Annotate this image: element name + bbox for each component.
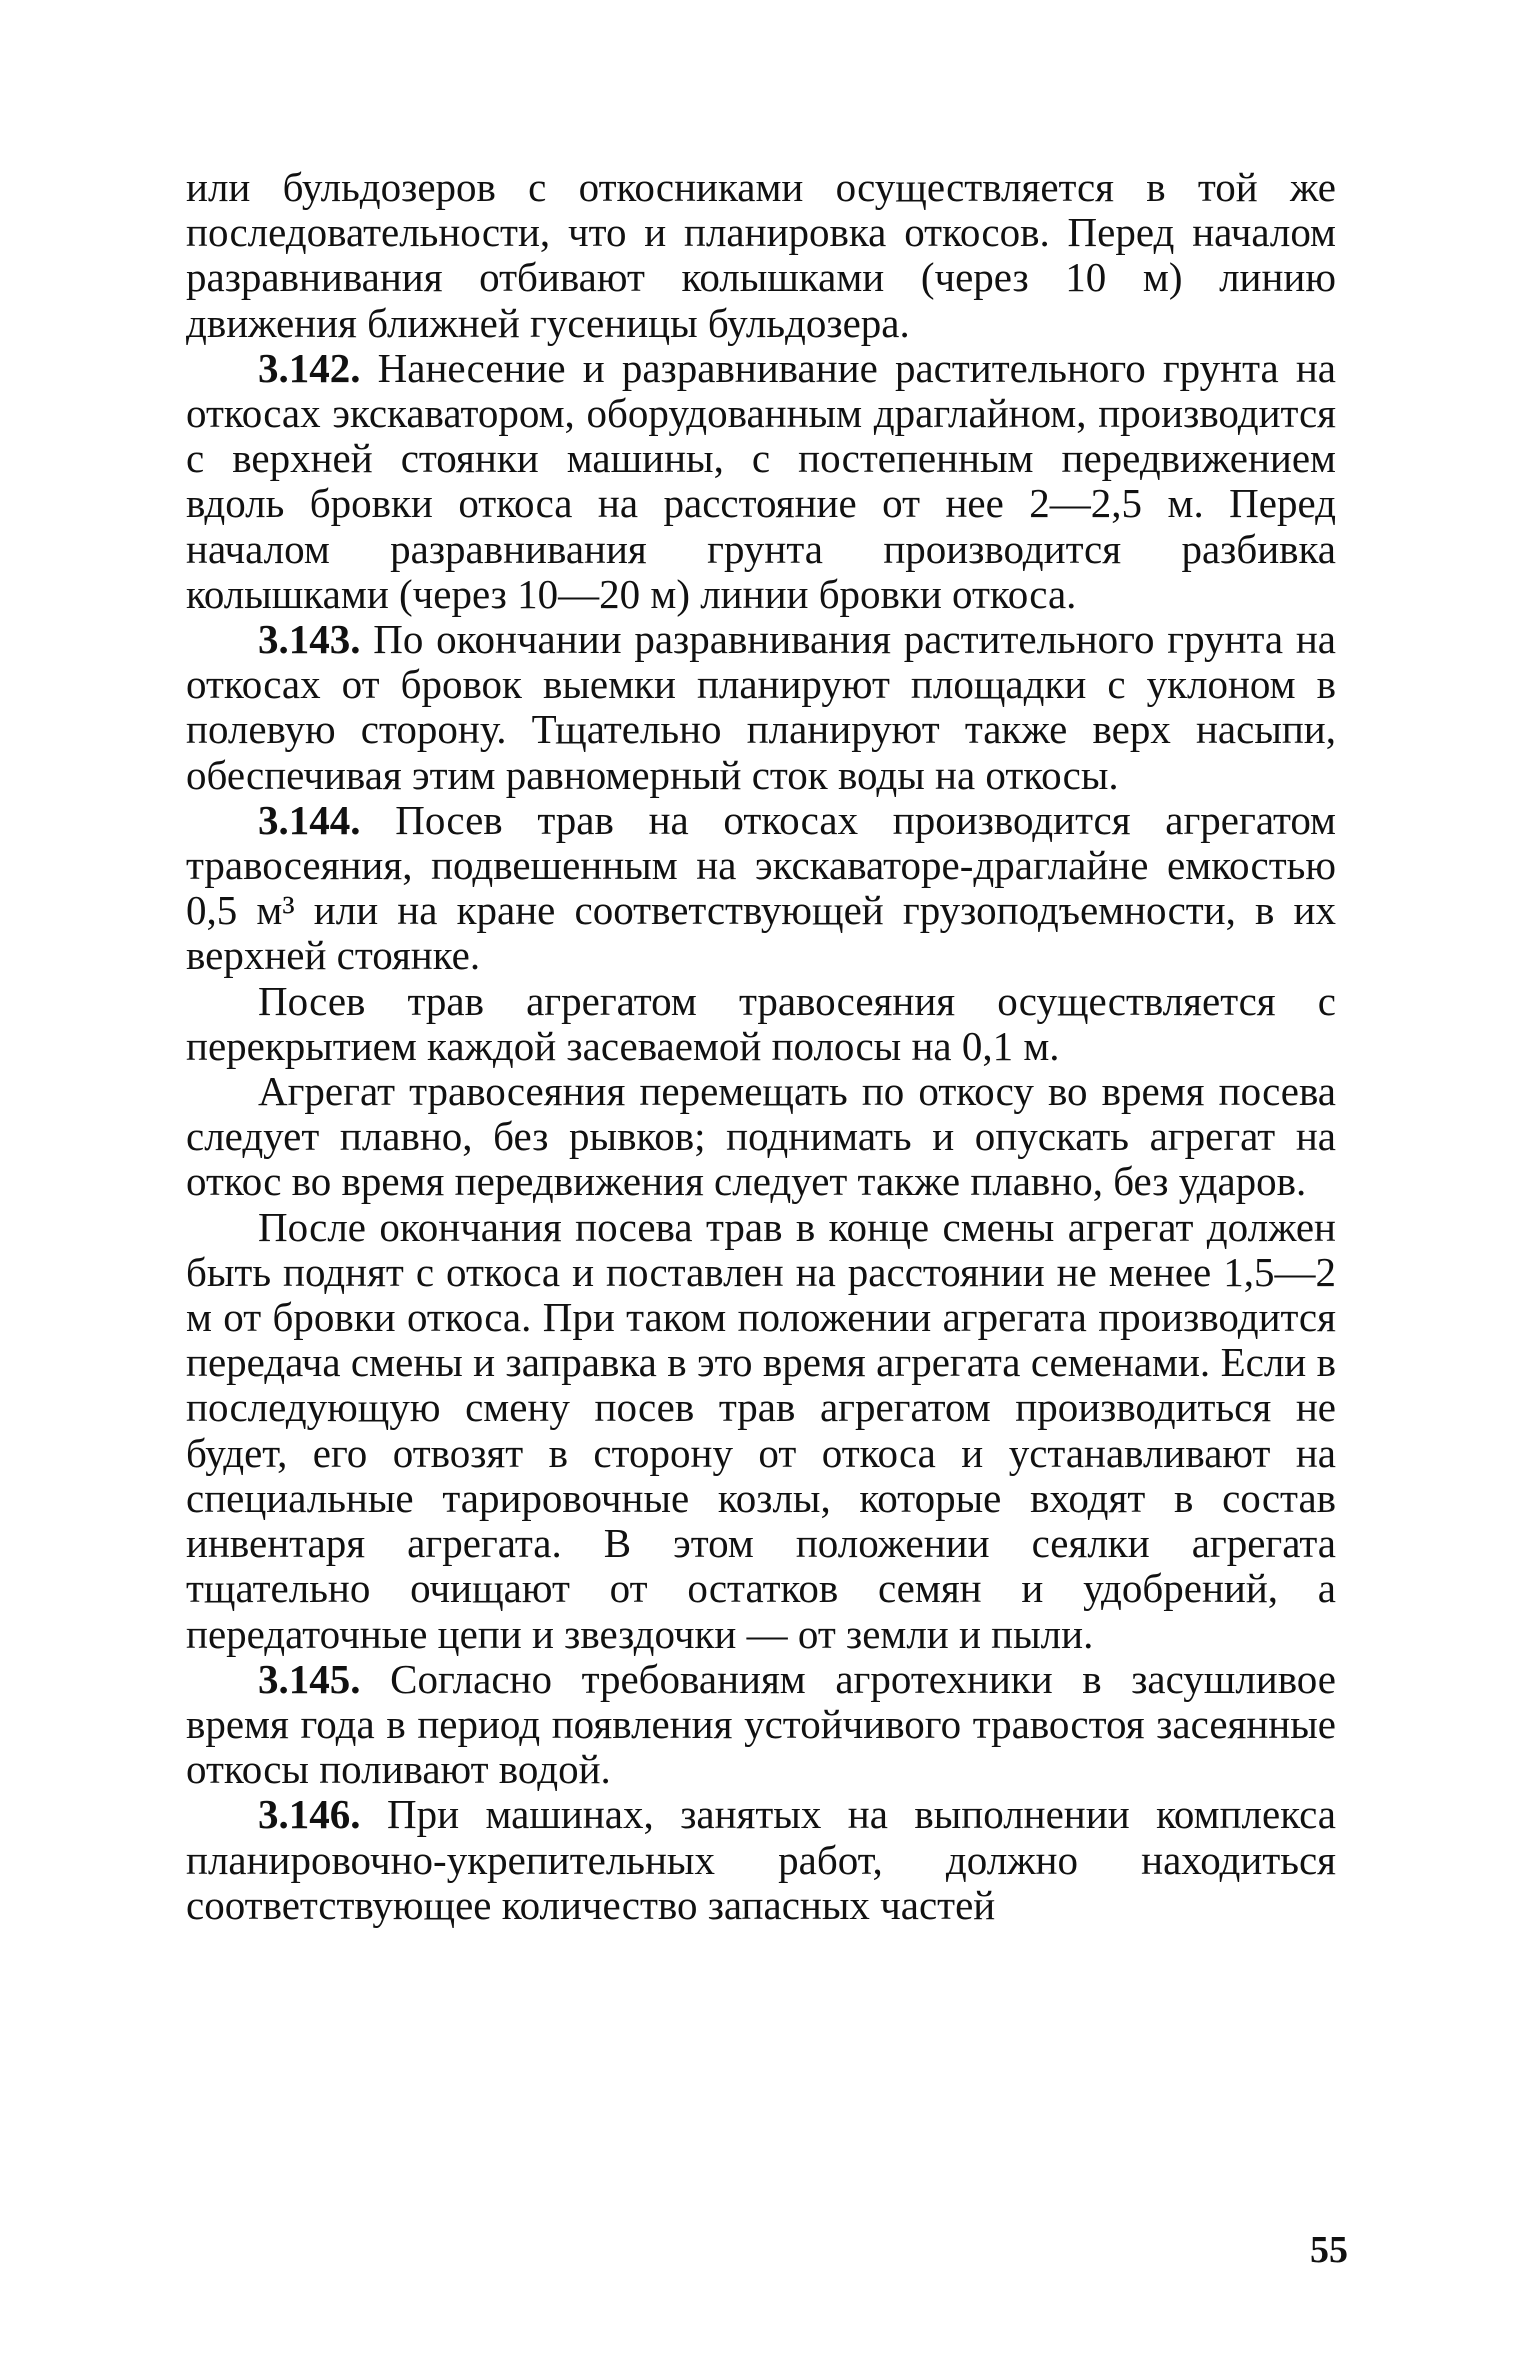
paragraph-text: Нанесение и разравнивание растительного грунта на откосах экскаватором, оборудованным драглайном, производится с верхней стоянки машины, с постепенным передвижением вдоль бровки откоса на расстояние от нее 2—2,5 м. Перед началом разравнивания грунта производится разбивка колышками (через 10—20 м) линии бровки откоса. [186, 344, 1336, 617]
paragraph-3-143 [186, 617, 1336, 798]
paragraph-end-of-shift [186, 1205, 1336, 1657]
paragraph-text: Согласно требованиям агротехники в засушливое время года в период появления устойчивого травостоя засеянные откосы поливают водой. [186, 1655, 1336, 1793]
paragraph-text: или бульдозеров с откосниками осуществляется в той же последовательности, что и планировка откосов. Перед началом разравнивания отбивают колышками (через 10 м) линию движения ближней гусеницы бульдозера. [186, 164, 1336, 346]
paragraph-text: При машинах, занятых на выполнении комплекса планировочно-укрепительных работ, должно находиться соответствующее количество запасных частей [186, 1791, 1336, 1928]
paragraph-seeding-overlap [186, 979, 1336, 1069]
paragraph-3-145 [186, 1657, 1336, 1793]
paragraph-number: 3.145. [258, 1655, 361, 1702]
paragraph-3-144 [186, 798, 1336, 979]
paragraph-3-146 [186, 1792, 1336, 1928]
paragraph-text: Агрегат травосеяния перемещать по откосу во время посева следует плавно, без рывков; поднимать и опускать агрегат на откос во время передвижения следует также плавно, без ударов. [186, 1068, 1336, 1205]
paragraph-continuation [186, 165, 1336, 346]
paragraph-text: После окончания посева трав в конце смены агрегат должен быть поднят с откоса и поставлен на расстоянии не менее 1,5—2 м от бровки откоса. При таком положении агрегата производится передача смены и заправка в это время агрегата семенами. Если в последующую смену посев трав агрегатом производиться не будет, его отвозят в сторону от откоса и устанавливают на специальные тарировочные козлы, которые входят в состав инвентаря агрегата. В этом положении сеялки агрегата тщательно очищают от остатков семян и удобрений, а передаточные цепи и звездочки — от земли и пыли. [186, 1203, 1336, 1657]
paragraph-unit-movement [186, 1069, 1336, 1205]
paragraph-text: По окончании разравнивания растительного грунта на откосах от бровок выемки планируют площадки с уклоном в полевую сторону. Тщательно планируют также верх насыпи, обеспечивая этим равномерный сток воды на откосы. [186, 616, 1336, 798]
paragraph-number: 3.143. [258, 616, 361, 663]
paragraph-number: 3.146. [258, 1791, 361, 1838]
paragraph-text: Посев трав агрегатом травосеяния осуществляется с перекрытием каждой засеваемой полосы на 0,1 м. [186, 977, 1336, 1069]
page-number: 55 [1310, 2229, 1348, 2271]
paragraph-number: 3.144. [258, 796, 361, 843]
paragraph-text: Посев трав на откосах производится агрегатом травосеяния, подвешенным на экскаваторе-драглайне емкостью 0,5 м³ или на кране соответствующей грузоподъемности, в их верхней стоянке. [186, 796, 1336, 979]
body-text [186, 165, 1336, 1928]
paragraph-3-142 [186, 346, 1336, 617]
paragraph-number: 3.142. [258, 344, 361, 391]
